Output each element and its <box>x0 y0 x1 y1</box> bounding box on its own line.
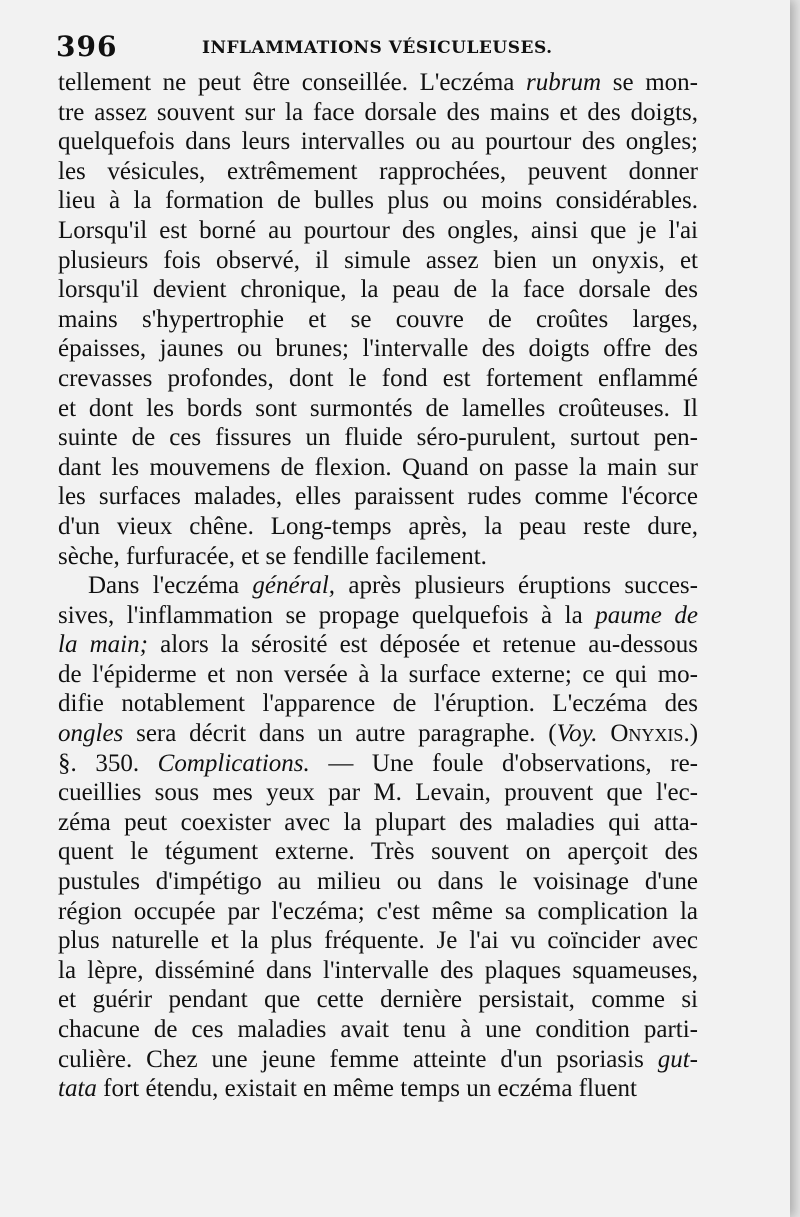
text-run: .) <box>683 720 699 748</box>
text-run: la lèpre, disséminé dans l'intervalle des plaques squameuses, <box>58 956 698 984</box>
text-run <box>598 720 611 747</box>
text-run: général, <box>252 572 336 600</box>
text-run: zéma peut coexister avec la plupart des maladies qui atta- <box>58 808 698 836</box>
text-run: paume de <box>595 601 698 629</box>
text-line <box>58 926 698 956</box>
text-line <box>58 689 698 719</box>
text-run: Dans l'eczéma <box>88 572 253 600</box>
text-run: sives, l'inflammation se propage quelquefois à la <box>58 601 596 629</box>
text-run: Complications. <box>157 749 310 777</box>
text-line <box>58 778 698 808</box>
text-line <box>58 719 698 749</box>
text-run: suinte de ces fissures un fluide séro-purulent, surtout pen- <box>58 424 698 452</box>
text-run: de l'épiderme et non versée à la surface externe; ce qui mo- <box>58 660 698 688</box>
text-line <box>58 68 698 98</box>
text-line <box>58 956 698 986</box>
text-run: culière. Chez une jeune femme atteinte d'un psoriasis <box>58 1045 658 1073</box>
text-line <box>58 127 698 157</box>
text-run: alors la sérosité est déposée et retenue au-dessous <box>147 631 698 659</box>
text-line <box>58 601 698 631</box>
text-run: et guérir pendant que cette dernière persistait, comme si <box>58 986 698 1014</box>
text-line <box>58 186 698 216</box>
text-line <box>58 364 698 394</box>
text-run: les surfaces malades, elles paraissent rudes comme l'écorce <box>58 483 698 511</box>
text-run: tre assez souvent sur la face dorsale des mains et des doigts, <box>58 98 698 126</box>
text-run: dant les mouvemens de flexion. Quand on passe la main sur <box>58 453 698 481</box>
text-line <box>58 305 698 335</box>
text-run: lieu à la formation de bulles plus ou moins considérables. <box>58 187 698 215</box>
text-run: sera décrit dans un autre paragraphe. ( <box>123 720 557 748</box>
text-run: mains s'hypertrophie et se couvre de croûtes larges, <box>58 305 698 333</box>
text-line <box>58 1015 698 1045</box>
text-run: rubrum <box>526 69 602 96</box>
text-run: plusieurs fois observé, il simule assez bien un onyxis, et <box>58 246 698 274</box>
text-line <box>58 98 698 128</box>
text-line <box>58 512 698 542</box>
text-run: gut- <box>657 1045 698 1073</box>
text-run: Voy. <box>556 720 598 748</box>
text-run: quelquefois dans leurs intervalles ou au pourtour des ongles; <box>58 128 698 156</box>
text-run: d'un vieux chêne. Long-temps après, la peau reste dure, <box>58 512 698 540</box>
text-line <box>58 660 698 690</box>
text-run: et dont les bords sont surmontés de lamelles croûteuses. Il <box>58 394 698 422</box>
text-line <box>58 246 698 276</box>
text-line <box>58 1074 698 1104</box>
text-run: chacune de ces maladies avait tenu à une condition parti- <box>58 1016 698 1043</box>
text-line <box>58 897 698 927</box>
text-line <box>58 867 698 897</box>
text-line <box>58 1045 698 1075</box>
text-run: tellement ne peut être conseillée. L'eczéma <box>58 69 527 96</box>
text-line <box>58 157 698 187</box>
text-run: sèche, furfuracée, et se fendille facilement. <box>58 542 487 570</box>
text-line <box>58 482 698 512</box>
text-run: Lorsqu'il est borné au pourtour des ongles, ainsi que je l'ai <box>58 216 698 244</box>
body-text <box>58 68 698 1104</box>
text-line <box>58 394 698 424</box>
page-header <box>56 30 706 66</box>
text-line <box>58 808 698 838</box>
text-run: région occupée par l'eczéma; c'est même sa complication la <box>58 897 698 925</box>
text-line <box>58 216 698 246</box>
text-run: cueillies sous mes yeux par M. Levain, prouvent que l'ec- <box>58 779 698 807</box>
text-run: — Une foule d'observations, re- <box>309 749 699 777</box>
text-line <box>58 837 698 867</box>
text-line <box>58 542 698 572</box>
text-line <box>58 985 698 1015</box>
text-line <box>58 334 698 364</box>
text-run: épaisses, jaunes ou brunes; l'intervalle des doigts offre des <box>58 335 698 363</box>
text-run: quent le tégument externe. Très souvent on aperçoit des <box>58 838 698 866</box>
text-run: se mon- <box>601 69 698 96</box>
text-run: Onyxis <box>610 720 684 748</box>
text-line <box>58 571 698 601</box>
text-line <box>58 423 698 453</box>
page-number: 396 <box>56 30 118 63</box>
running-head: INFLAMMATIONS VÉSICULEUSES. <box>202 38 553 58</box>
text-run: lorsqu'il devient chronique, la peau de la face dorsale des <box>58 276 698 304</box>
text-line <box>58 275 698 305</box>
text-line <box>58 749 698 779</box>
text-run: après plusieurs éruptions succes- <box>335 572 698 600</box>
text-line <box>58 630 698 660</box>
text-run: crevasses profondes, dont le fond est fortement enflammé <box>58 364 698 392</box>
text-run: fort étendu, existait en même temps un eczéma fluent <box>96 1075 637 1103</box>
text-run: les vésicules, extrêmement rapprochées, peuvent donner <box>58 157 698 185</box>
text-run: pustules d'impétigo au milieu ou dans le voisinage d'une <box>58 868 698 896</box>
text-run: ongles <box>58 720 124 748</box>
text-line <box>58 453 698 483</box>
text-run: la main; <box>58 631 148 659</box>
text-run: plus naturelle et la plus fréquente. Je l'ai vu coïncider avec <box>58 927 698 955</box>
text-run: tata <box>58 1075 97 1103</box>
text-run: §. 350. <box>58 749 158 777</box>
text-run: difie notablement l'apparence de l'éruption. L'eczéma des <box>58 690 698 718</box>
